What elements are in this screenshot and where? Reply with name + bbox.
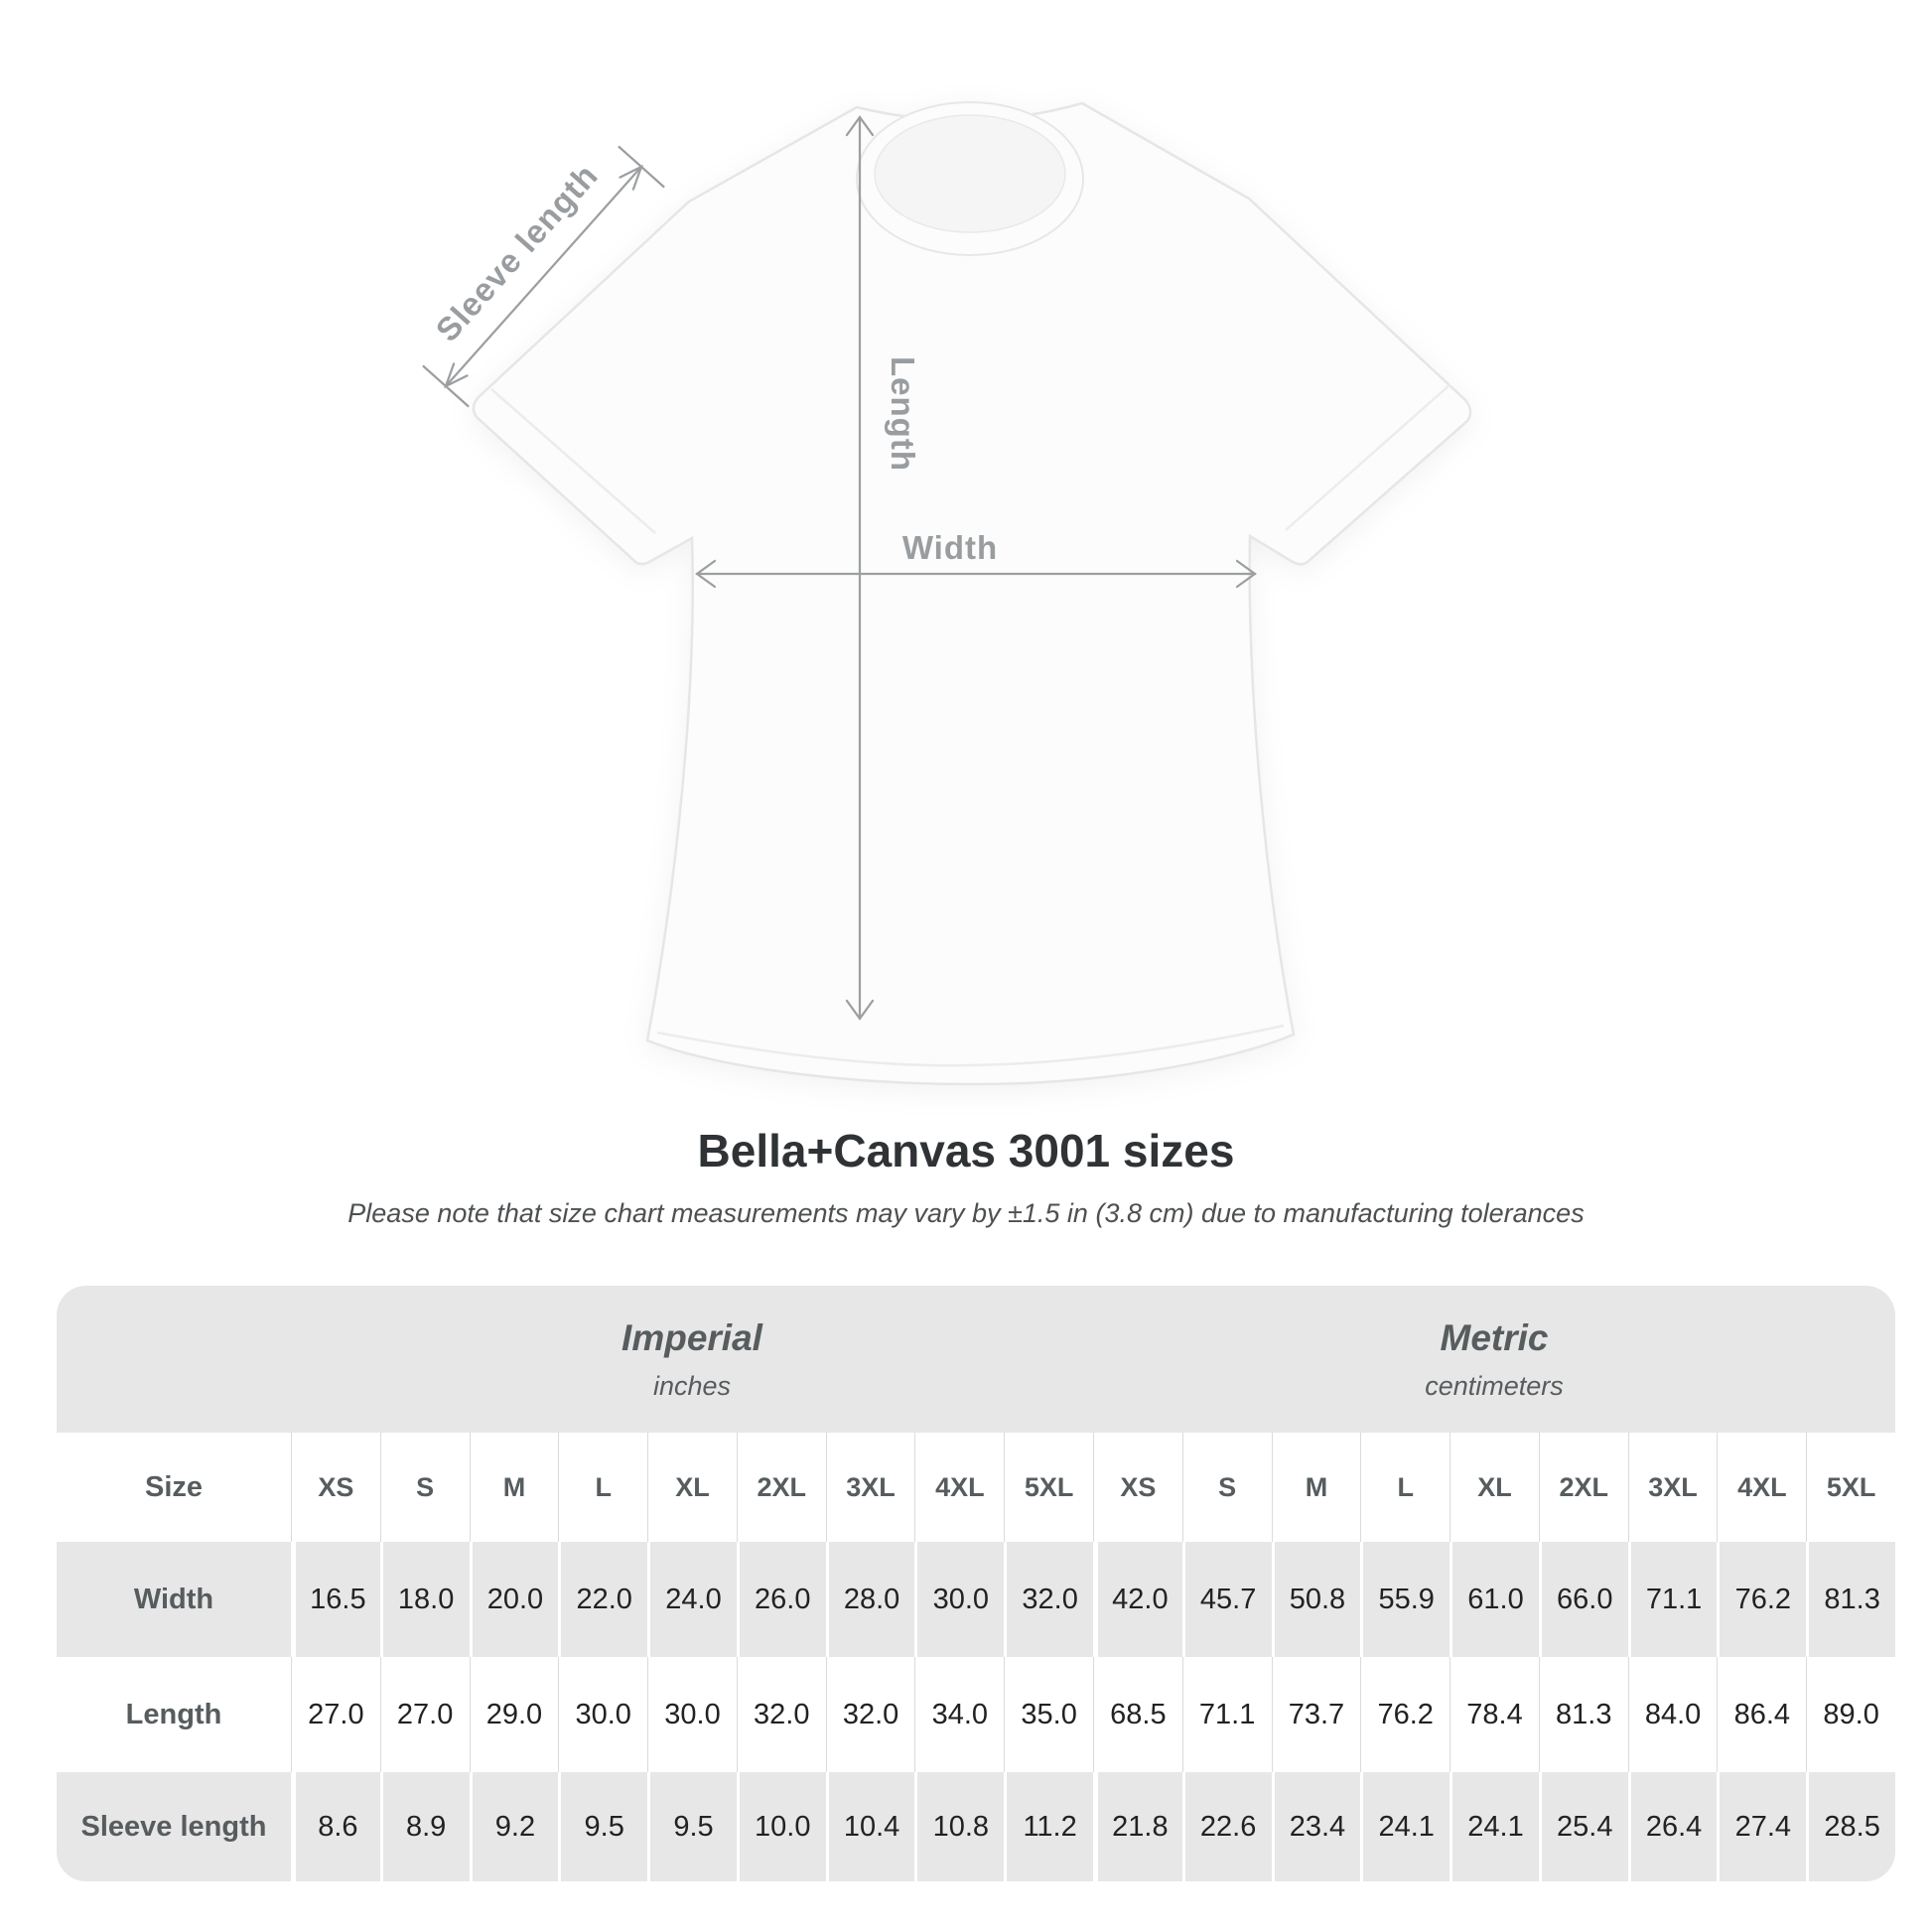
measurement-cell: 55.9 [1360, 1542, 1449, 1657]
measurement-cell: 66.0 [1539, 1542, 1628, 1657]
size-column-header: 4XL [914, 1433, 1004, 1542]
row-label: Width [57, 1542, 291, 1657]
length-label: Length [885, 356, 921, 472]
size-column-header: M [470, 1433, 559, 1542]
row-label: Length [125, 1698, 222, 1730]
size-column-header: 3XL [826, 1433, 915, 1542]
table-header-band-corner [57, 1286, 291, 1433]
measurement-cell: 32.0 [826, 1657, 915, 1772]
measurement-cell: 16.5 [291, 1542, 380, 1657]
measurement-cell: 27.4 [1717, 1772, 1806, 1881]
size-column-header: L [558, 1433, 647, 1542]
measurement-cell: 22.6 [1182, 1772, 1272, 1881]
measurement-cell: 24.1 [1360, 1772, 1449, 1881]
measurement-cell: 61.0 [1449, 1542, 1539, 1657]
measurement-cell: 34.0 [914, 1657, 1004, 1772]
measurement-cell: 86.4 [1717, 1657, 1806, 1772]
measurement-cell: 76.2 [1360, 1657, 1449, 1772]
page-subtitle: Please note that size chart measurements may vary by ±1.5 in (3.8 cm) due to manufacturing tolerances [347, 1198, 1585, 1228]
measurement-cell: 32.0 [737, 1657, 826, 1772]
measurement-cell: 89.0 [1806, 1657, 1895, 1772]
size-table [57, 1286, 1895, 1881]
metric-group-header [1093, 1286, 1895, 1433]
measurement-cell: 76.2 [1717, 1542, 1806, 1657]
size-column-header: S [1182, 1433, 1272, 1542]
sleeve-length-label: Sleeve length [428, 156, 606, 348]
metric-group-title: Metric [1440, 1316, 1549, 1358]
measurement-cell: 81.3 [1539, 1657, 1628, 1772]
measurement-cell: 32.0 [1004, 1542, 1093, 1657]
measurement-cell: 30.0 [914, 1542, 1004, 1657]
measurement-cell: 28.0 [826, 1542, 915, 1657]
measurement-cell: 35.0 [1004, 1657, 1093, 1772]
measurement-cell: 27.0 [291, 1657, 380, 1772]
size-column-header: XS [1093, 1433, 1182, 1542]
measurement-cell: 23.4 [1272, 1772, 1361, 1881]
measurement-cell: 71.1 [1628, 1542, 1718, 1657]
width-label: Width [901, 529, 999, 566]
imperial-group-title: Imperial [621, 1316, 762, 1358]
measurement-cell: 50.8 [1272, 1542, 1361, 1657]
measurement-cell: 45.7 [1182, 1542, 1272, 1657]
measurement-cell: 20.0 [470, 1542, 559, 1657]
measurement-cell: 73.7 [1272, 1657, 1361, 1772]
measurement-cell: 18.0 [380, 1542, 470, 1657]
measurement-cell: 28.5 [1806, 1772, 1895, 1881]
measurement-cell: 84.0 [1628, 1657, 1718, 1772]
measurement-cell: 29.0 [470, 1657, 559, 1772]
size-column-header: 5XL [1806, 1433, 1895, 1542]
size-column-header: XL [647, 1433, 737, 1542]
measurement-cell: 11.2 [1004, 1772, 1093, 1881]
measurement-cell: 68.5 [1093, 1657, 1182, 1772]
size-column-header: 4XL [1717, 1433, 1806, 1542]
measurement-cell: 24.1 [1449, 1772, 1539, 1881]
size-column-header: XL [1449, 1433, 1539, 1542]
measurement-cell: 10.8 [914, 1772, 1004, 1881]
measurement-cell: 10.4 [826, 1772, 915, 1881]
measurement-cell: 42.0 [1093, 1542, 1182, 1657]
size-column-header: S [380, 1433, 470, 1542]
measurement-cell: 78.4 [1449, 1657, 1539, 1772]
size-column-header: 2XL [1539, 1433, 1628, 1542]
size-column-header: 2XL [737, 1433, 826, 1542]
size-column-header: 3XL [1628, 1433, 1718, 1542]
page-title: Bella+Canvas 3001 sizes [697, 1125, 1235, 1176]
size-column-header: M [1272, 1433, 1361, 1542]
measurement-cell: 8.9 [380, 1772, 470, 1881]
measurement-cell: 21.8 [1093, 1772, 1182, 1881]
metric-group-unit: centimeters [1425, 1370, 1564, 1401]
measurement-cell: 24.0 [647, 1542, 737, 1657]
measurement-cell: 26.4 [1628, 1772, 1718, 1881]
size-column-header: XS [291, 1433, 380, 1542]
imperial-group-unit: inches [652, 1370, 732, 1401]
size-column-header: L [1360, 1433, 1449, 1542]
measurement-cell: 27.0 [380, 1657, 470, 1772]
measurement-cell: 30.0 [558, 1657, 647, 1772]
measurement-cell: 9.2 [470, 1772, 559, 1881]
measurement-cell: 26.0 [737, 1542, 826, 1657]
measurement-cell: 25.4 [1539, 1772, 1628, 1881]
measurement-cell: 22.0 [558, 1542, 647, 1657]
tshirt-illustration [474, 102, 1470, 1084]
row-label: Sleeve length [57, 1772, 291, 1881]
measurement-cell: 9.5 [647, 1772, 737, 1881]
measurement-cell: 10.0 [737, 1772, 826, 1881]
measurement-cell: 81.3 [1806, 1542, 1895, 1657]
size-row-label: Size [144, 1470, 204, 1503]
imperial-group-header [291, 1286, 1093, 1433]
measurement-cell: 30.0 [647, 1657, 737, 1772]
measurement-cell: 8.6 [291, 1772, 380, 1881]
measurement-cell: 9.5 [558, 1772, 647, 1881]
size-column-header: 5XL [1004, 1433, 1093, 1542]
measurement-cell: 71.1 [1182, 1657, 1272, 1772]
collar-opening [875, 115, 1065, 232]
